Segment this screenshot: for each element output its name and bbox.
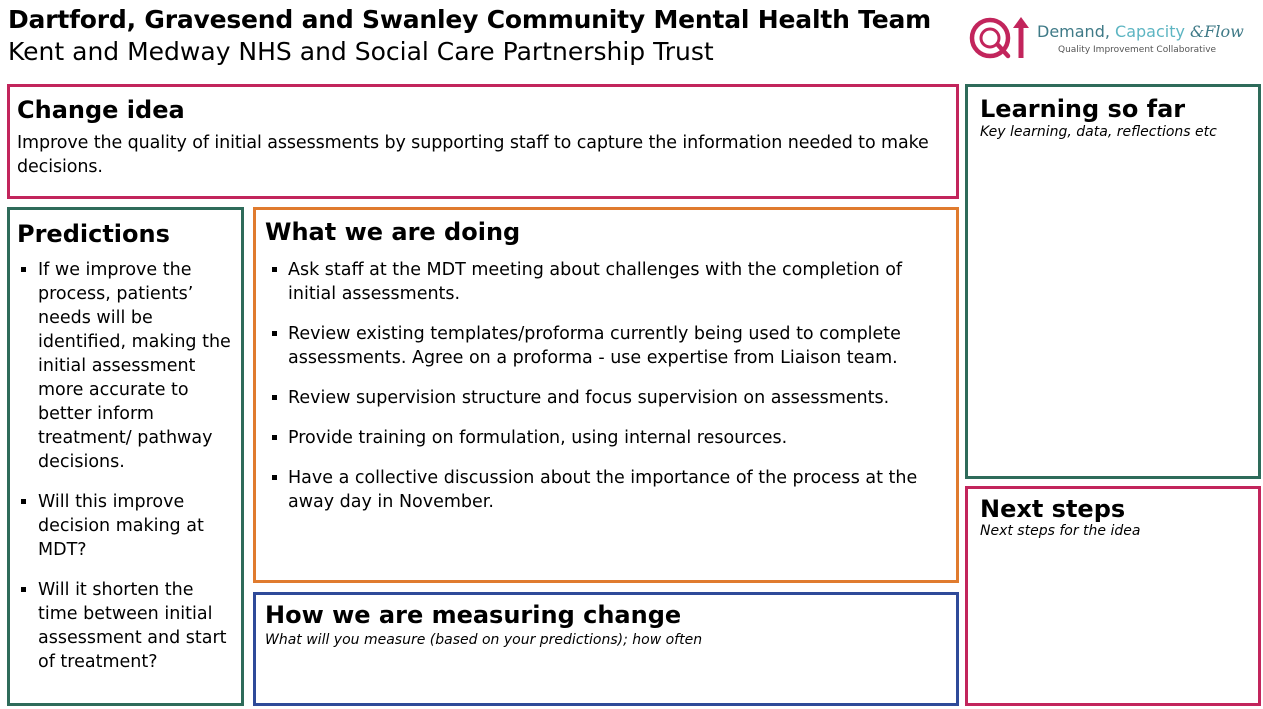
logo-word-flow: &Flow: [1190, 22, 1244, 41]
list-item: Will this improve decision making at MDT?: [17, 490, 234, 562]
change-idea-text: Improve the quality of initial assessments by supporting staff to capture the information needed to make decisions.: [17, 133, 929, 177]
list-item: Ask staff at the MDT meeting about challenges with the completion of initial assessments.: [265, 258, 947, 306]
logo-word-demand: Demand,: [1037, 22, 1110, 41]
next-steps-panel: [965, 486, 1261, 706]
change-idea-heading: Change idea: [17, 96, 185, 124]
list-item: Review existing templates/proforma currently being used to complete assessments. Agree on a proforma - use expertise from Liaison team.: [265, 322, 947, 370]
list-item: Review supervision structure and focus supervision on assessments.: [265, 386, 947, 410]
learning-heading: Learning so far: [980, 95, 1186, 123]
predictions-panel: [7, 207, 244, 706]
page-title: Dartford, Gravesend and Swanley Community Mental Health Team: [8, 5, 931, 34]
list-item: Have a collective discussion about the importance of the process at the away day in November.: [265, 466, 947, 514]
what-we-are-doing-panel: [253, 207, 959, 583]
measuring-heading: How we are measuring change: [265, 601, 682, 629]
logo-tagline: Quality Improvement Collaborative: [1058, 45, 1217, 55]
doing-heading: What we are doing: [265, 218, 521, 246]
next-steps-subtext: Next steps for the idea: [980, 523, 1141, 539]
doing-list: [265, 258, 947, 514]
change-idea-panel: [7, 84, 959, 199]
learning-subtext: Key learning, data, reflections etc: [980, 124, 1217, 140]
logo-word-capacity: Capacity: [1115, 22, 1185, 41]
page-subtitle: Kent and Medway NHS and Social Care Partnership Trust: [8, 37, 714, 66]
logo-wordmark: [1037, 22, 1244, 41]
measuring-subtext: What will you measure (based on your predictions); how often: [265, 632, 703, 648]
qi-logo: [968, 14, 1260, 62]
predictions-heading: Predictions: [17, 220, 170, 248]
list-item: Will it shorten the time between initial assessment and start of treatment?: [17, 578, 234, 674]
measuring-change-panel: [253, 592, 959, 706]
list-item: Provide training on formulation, using internal resources.: [265, 426, 947, 450]
qi-logo-icon: [968, 14, 1030, 62]
learning-so-far-panel: [965, 84, 1261, 479]
list-item: If we improve the process, patients’ needs will be identified, making the initial assessment more accurate to better inform treatment/ pathway decisions.: [17, 258, 234, 474]
predictions-list: [17, 258, 234, 674]
next-steps-heading: Next steps: [980, 495, 1126, 523]
